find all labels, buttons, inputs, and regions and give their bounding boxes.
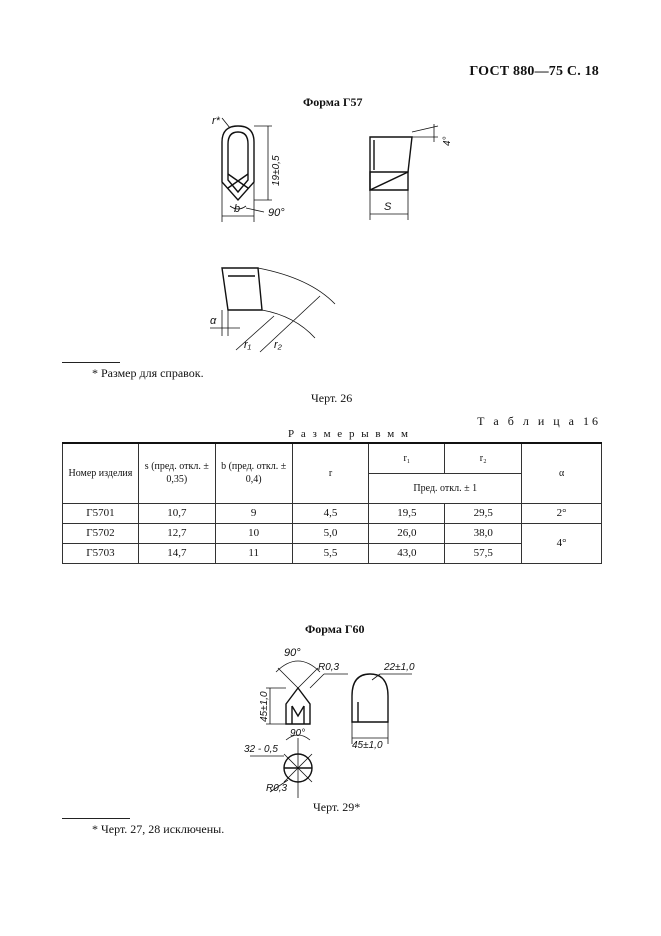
cell-s: 10,7 [138, 503, 215, 523]
g57-b-label: b [234, 203, 241, 215]
g57-r2-label: r₂ [274, 339, 282, 351]
header-alpha: α [522, 443, 602, 503]
page-header: ГОСТ 880—75 С. 18 [469, 64, 599, 79]
form-g60-title: Форма Г60 [305, 622, 365, 636]
footnote-rule-1 [62, 362, 120, 363]
table-units-label: Р а з м е р ы в м м [288, 428, 410, 440]
cell-r1: 19,5 [369, 503, 445, 523]
table-16 [62, 442, 602, 564]
g60-front-view-drawing [240, 638, 350, 798]
header-r2: r₂ [445, 443, 522, 473]
g60-radius-label: 22±1,0 [384, 662, 415, 673]
cell-r2: 57,5 [445, 543, 522, 563]
header-tolerance: Пред. откл. ± 1 [369, 473, 522, 503]
drawing-caption-26: Черт. 26 [311, 391, 353, 405]
header-b: b (пред. откл. ± 0,4) [215, 443, 292, 503]
g60-r03-bottom-label: R0,3 [266, 783, 288, 794]
g60-width-label: 45±1,0 [352, 740, 383, 751]
g57-r1-label: r₁ [244, 339, 252, 351]
g60-angle-top-label: 90° [284, 647, 301, 659]
table-caption: Т а б л и ц а 16 [477, 414, 601, 428]
g57-side-view-drawing [360, 112, 460, 227]
table-row [63, 523, 602, 543]
cell-item: Г5702 [63, 523, 139, 543]
g57-front-view-drawing [200, 112, 310, 227]
g60-r03-top-label: R0,3 [318, 662, 340, 673]
g57-tilt-label: 4° [442, 136, 453, 146]
cell-item: Г5703 [63, 543, 139, 563]
cell-r2: 29,5 [445, 503, 522, 523]
cell-r: 4,5 [292, 503, 369, 523]
header-r1: r₁ [369, 443, 445, 473]
cell-b: 10 [215, 523, 292, 543]
g57-height-label: 19±0,5 [271, 155, 282, 186]
cell-r: 5,0 [292, 523, 369, 543]
table-row [63, 543, 602, 563]
header-item: Номер изделия [63, 443, 139, 503]
footnote-2: * Черт. 27, 28 исключены. [92, 822, 225, 836]
table-row [63, 503, 602, 523]
cell-b: 11 [215, 543, 292, 563]
header-r: r [292, 443, 369, 503]
drawing-caption-29: Черт. 29* [313, 800, 361, 814]
footnote-rule-2 [62, 818, 130, 819]
cell-r: 5,5 [292, 543, 369, 563]
g57-top-view-drawing [200, 258, 350, 358]
header-s: s (пред. откл. ± 0,35) [138, 443, 215, 503]
form-g57-title: Форма Г57 [303, 95, 363, 109]
cell-r1: 43,0 [369, 543, 445, 563]
cell-s: 12,7 [138, 523, 215, 543]
cell-r1: 26,0 [369, 523, 445, 543]
g60-angle-mid-label: 90° [290, 728, 306, 739]
cell-s: 14,7 [138, 543, 215, 563]
g57-r-star-label: r* [212, 115, 220, 127]
cell-b: 9 [215, 503, 292, 523]
cell-r2: 38,0 [445, 523, 522, 543]
g57-alpha-label: α [210, 315, 217, 327]
g60-height-label: 45±1,0 [259, 691, 270, 722]
g57-s-label: S [384, 201, 392, 213]
footnote-1: * Размер для справок. [92, 366, 204, 380]
cell-item: Г5701 [63, 503, 139, 523]
g60-thickness-label: 32 - 0,5 [244, 744, 278, 755]
cell-alpha: 4° [522, 523, 602, 563]
cell-alpha: 2° [522, 503, 602, 523]
g60-side-view-drawing [340, 652, 420, 752]
g57-angle-label: 90° [268, 207, 285, 219]
